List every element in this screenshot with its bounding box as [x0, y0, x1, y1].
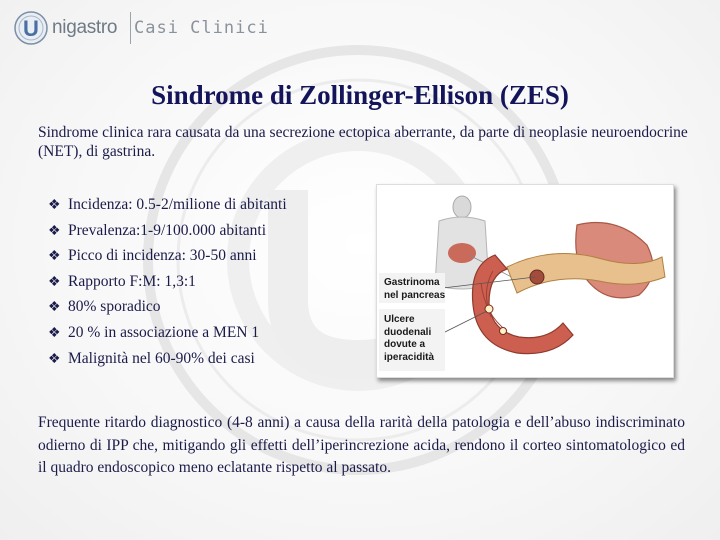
bullet-text: Picco di incidenza: 30-50 anni [68, 247, 257, 265]
list-item [48, 270, 368, 296]
bullet-list [48, 193, 368, 372]
bullet-diamond-icon: ❖ [48, 198, 61, 213]
intro-text: Sindrome clinica rara causata da una secrezione ectopica aberrante, da parte di neoplasie neuroendocrine (NET), di gastrina. [38, 124, 688, 160]
bullet-text: Malignità nel 60-90% dei casi [68, 349, 255, 367]
list-item [48, 321, 368, 347]
bullet-text: 20 % in associazione a MEN 1 [68, 323, 260, 341]
figure-label-line: Gastrinoma [384, 277, 440, 288]
figure-label-line: duodenali [384, 326, 432, 338]
bullet-diamond-icon: ❖ [48, 249, 61, 265]
figure-label-gastrinoma [384, 277, 445, 302]
list-item [48, 244, 368, 270]
bullet-text: Incidenza: 0.5-2/milione di abitanti [68, 196, 287, 213]
bullet-diamond-icon: ❖ [48, 223, 61, 239]
unigastro-logo-icon [14, 11, 48, 45]
bullet-text: Prevalenza:1-9/100.000 abitanti [68, 221, 266, 239]
bullet-diamond-icon: ❖ [48, 351, 61, 367]
figure-label-ulcers [384, 314, 434, 364]
header [12, 8, 312, 48]
bullet-text: 80% sporadico [68, 298, 161, 316]
list-item [48, 193, 368, 219]
list-item [48, 347, 368, 373]
bullet-diamond-icon: ❖ [48, 274, 61, 290]
list-item [48, 295, 368, 321]
brand-name: nigastro [52, 17, 118, 38]
bullet-diamond-icon: ❖ [48, 325, 61, 341]
figure-label-line: dovute a [384, 339, 426, 350]
logo-letter: U [23, 16, 39, 41]
anatomy-illustration [376, 184, 674, 378]
section-name: Casi Clinici [134, 18, 269, 38]
figure-label-line: Ulcere [384, 314, 415, 325]
closing-paragraph: Frequente ritardo diagnostico (4-8 anni) a causa della rarità della patologia e dell’abuso indiscriminato odierno di IPP che, mitigando gli effetti dell’iperincrezione acida, rendono il corteo sintomatologico ed il quadro endoscopico meno eclatante rispetto al passato. [38, 414, 685, 476]
slide-title: Sindrome di Zollinger-Ellison (ZES) [151, 80, 569, 110]
figure-label-line: iperacidità [384, 351, 435, 363]
list-item [48, 219, 368, 245]
header-divider [130, 12, 131, 44]
bullet-diamond-icon: ❖ [48, 300, 61, 316]
figure-label-line: nel pancreas [384, 289, 446, 301]
bullet-text: Rapporto F:M: 1,3:1 [68, 272, 196, 290]
